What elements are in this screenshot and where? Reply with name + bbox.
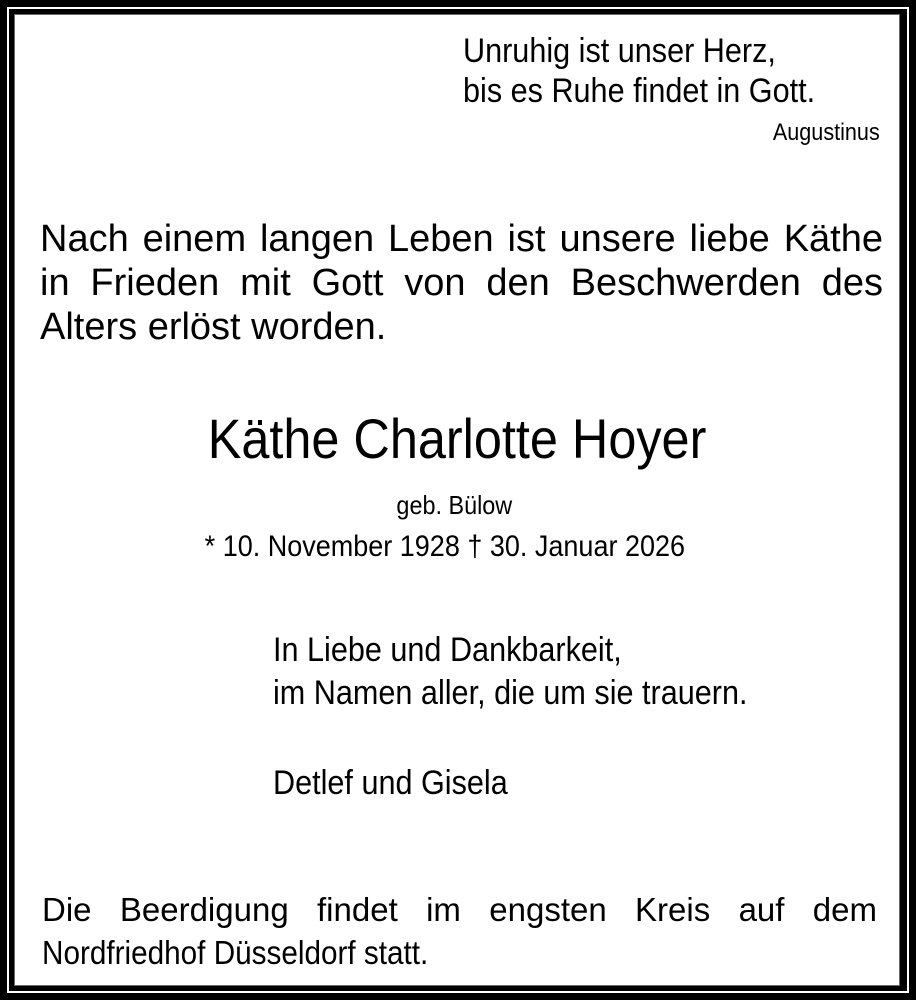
quote-line-1: Unruhig ist unser Herz,	[463, 32, 776, 70]
funeral-line-1: Die Beerdigung findet im engsten Kreis auf dem	[42, 891, 877, 928]
maiden-name	[11, 492, 897, 518]
announcement-line-3: Alters erlöst worden.	[40, 306, 387, 348]
funeral-info	[42, 888, 877, 974]
announcement-paragraph	[40, 217, 883, 349]
deceased-name-text: Käthe Charlotte Hoyer	[207, 407, 707, 470]
life-dates	[2, 532, 888, 562]
closing-line-1: In Liebe und Dankbarkeit,	[273, 631, 622, 669]
closing-line-2: im Namen aller, die um sie trauern.	[273, 674, 748, 712]
maiden-name-text: geb. Bülow	[396, 490, 512, 520]
life-dates-text: * 10. November 1928 † 30. Januar 2026	[204, 530, 686, 563]
funeral-line-2: Nordfriedhof Düsseldorf statt.	[42, 934, 429, 971]
quote-author: Augustinus	[773, 119, 880, 146]
announcement-line-1: Nach einem langen Leben ist unsere liebe Käthe	[40, 218, 883, 260]
signatories: Detlef und Gisela	[273, 764, 508, 802]
announcement-line-2: in Frieden mit Gott von den Beschwerden des	[40, 262, 883, 304]
obituary-card	[14, 14, 900, 986]
deceased-name	[14, 407, 900, 470]
quote-line-2: bis es Ruhe findet in Gott.	[463, 72, 816, 110]
